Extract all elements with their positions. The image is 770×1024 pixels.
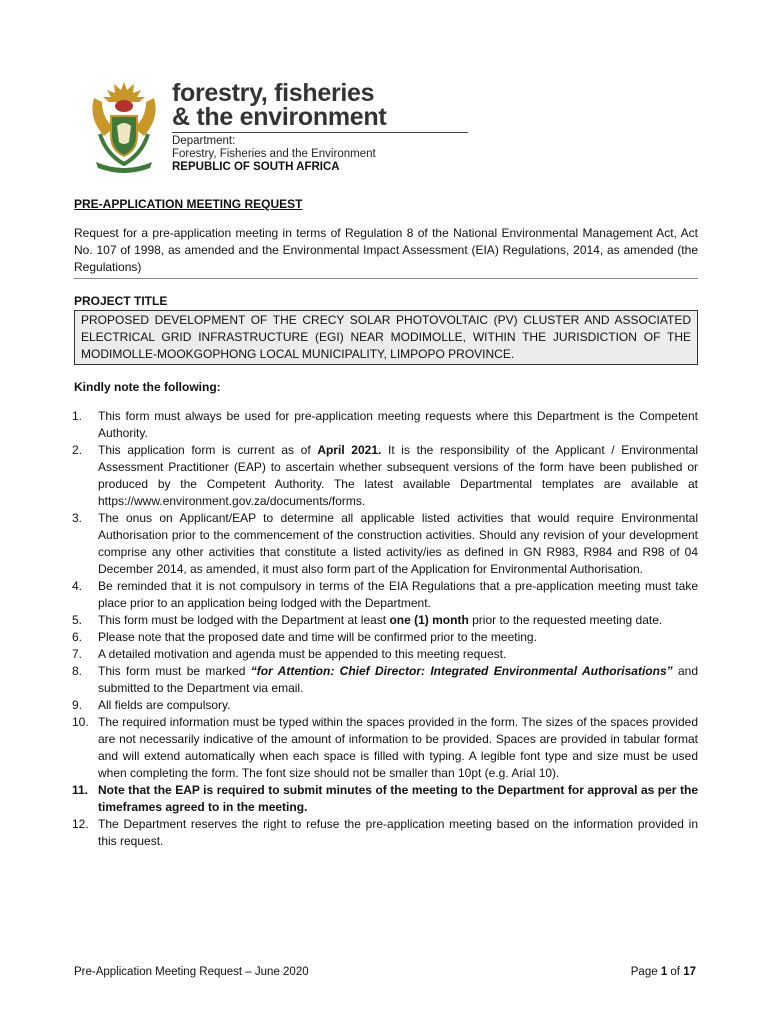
list-item	[74, 816, 698, 850]
item-text: The onus on Applicant/EAP to determine all applicable listed activities that would require Environmental Authorisation prior to the commencement of the construction activities. Should any revision of your development comprise any other activities that constitute a listed activity/ies as defined in GN R983, R984 and R98 of 04 December 2014, as amended, it must also form part of the Application for Environmental Authorisation.	[98, 511, 698, 576]
item-number: 8.	[72, 664, 83, 678]
item-number: 6.	[72, 630, 83, 644]
dept-name: Forestry, Fisheries and the Environment	[172, 148, 376, 160]
item-bold-text: one (1) month	[389, 613, 469, 627]
item-text: It is the responsibility of the Applicant / Environmental Assessment Practitioner (EAP) to ascertain whether subsequent versions of the form have been published or produced by the Competent Authority. The latest available Departmental templates are available at https://www.environment.gov.za/documents/forms.	[98, 443, 698, 508]
note-heading: Kindly note the following:	[74, 380, 221, 394]
item-text: prior to the requested meeting date.	[468, 613, 663, 627]
list-item	[74, 782, 698, 816]
item-number: 9.	[72, 698, 83, 712]
item-text: The required information must be typed within the spaces provided in the form. The sizes of the spaces provided are not necessarily indicative of the amount of information to be provided. Spaces are provided in tabular format and will extend automatically when each space is filled with typing. A legible font type and size must be used when completing the form. The font size should not be smaller than 10pt (e.g. Arial 10).	[98, 715, 698, 780]
department-logo	[84, 76, 387, 176]
list-item	[74, 714, 698, 782]
item-number: 2.	[72, 443, 83, 457]
coat-of-arms-icon	[84, 76, 164, 176]
page-mid: of	[667, 966, 684, 978]
department-text	[172, 135, 376, 161]
item-text: The Department reserves the right to refuse the pre-application meeting based on the information provided in this request.	[98, 817, 698, 848]
item-number: 7.	[72, 647, 83, 661]
item-text: This form must be marked	[98, 664, 251, 678]
list-item	[74, 510, 698, 578]
item-text: This application form is current as of	[98, 443, 318, 457]
project-title-field[interactable]: PROPOSED DEVELOPMENT OF THE CRECY SOLAR PHOTOVOLTAIC (PV) CLUSTER AND ASSOCIATED ELECTRICAL GRID INFRASTRUCTURE (EGI) NEAR MODIMOLLE, WITHIN THE JURISDICTION OF THE MODIMOLLE-MOOKGOPHONG LOCAL MUNICIPALITY, LIMPOPO PROVINCE.	[74, 310, 698, 365]
item-number: 12.	[72, 817, 89, 831]
list-item	[74, 612, 698, 629]
item-bold-italic-text: “for Attention: Chief Director: Integrated Environmental Authorisations”	[250, 664, 673, 678]
item-text: Be reminded that it is not compulsory in terms of the EIA Regulations that a pre-application meeting must take place prior to an application being lodged with the Department.	[98, 579, 698, 610]
brand-line-1: forestry, fisheries	[172, 79, 375, 107]
brand-divider	[172, 132, 468, 133]
item-text: and submitted to the Department via email.	[98, 664, 698, 695]
instructions-list	[74, 408, 698, 850]
item-bold-text: Note that the EAP is required to submit minutes of the meeting to the Department for approval as per the timeframes agreed to in the meeting.	[98, 783, 698, 814]
country-name: REPUBLIC OF SOUTH AFRICA	[172, 161, 340, 173]
item-number: 10.	[72, 715, 89, 729]
page-total: 17	[683, 966, 696, 978]
item-text: All fields are compulsory.	[98, 698, 231, 712]
list-item	[74, 697, 698, 714]
item-number: 5.	[72, 613, 83, 627]
item-number: 4.	[72, 579, 83, 593]
intro-paragraph: Request for a pre-application meeting in terms of Regulation 8 of the National Environmental Management Act, Act No. 107 of 1998, as amended and the Environmental Impact Assessment (EIA) Regulations, 2014, as amended (the Regulations)	[74, 225, 698, 279]
document-title: PRE-APPLICATION MEETING REQUEST	[74, 197, 303, 211]
document-body	[74, 196, 698, 850]
item-number: 3.	[72, 511, 83, 525]
list-item	[74, 408, 698, 442]
item-text: Please note that the proposed date and time will be confirmed prior to the meeting.	[98, 630, 537, 644]
page-current: 1	[660, 966, 668, 978]
page-prefix: Page	[630, 966, 661, 978]
item-number: 11.	[72, 783, 89, 797]
item-text: This form must always be used for pre-application meeting requests where this Department is the Competent Authority.	[98, 409, 698, 440]
item-text: A detailed motivation and agenda must be appended to this meeting request.	[98, 647, 507, 661]
list-item	[74, 578, 698, 612]
item-text: This form must be lodged with the Department at least	[98, 613, 390, 627]
list-item	[74, 663, 698, 697]
project-title-label: PROJECT TITLE	[74, 294, 168, 308]
item-number: 1.	[72, 409, 83, 423]
footer-document-name: Pre-Application Meeting Request – June 2020	[74, 966, 309, 978]
dept-label: Department:	[172, 135, 236, 147]
list-item	[74, 646, 698, 663]
list-item	[74, 442, 698, 510]
item-bold-text: April 2021.	[317, 443, 382, 457]
list-item	[74, 629, 698, 646]
footer-page-number	[631, 966, 696, 978]
brand-line-2: & the environment	[172, 103, 387, 131]
